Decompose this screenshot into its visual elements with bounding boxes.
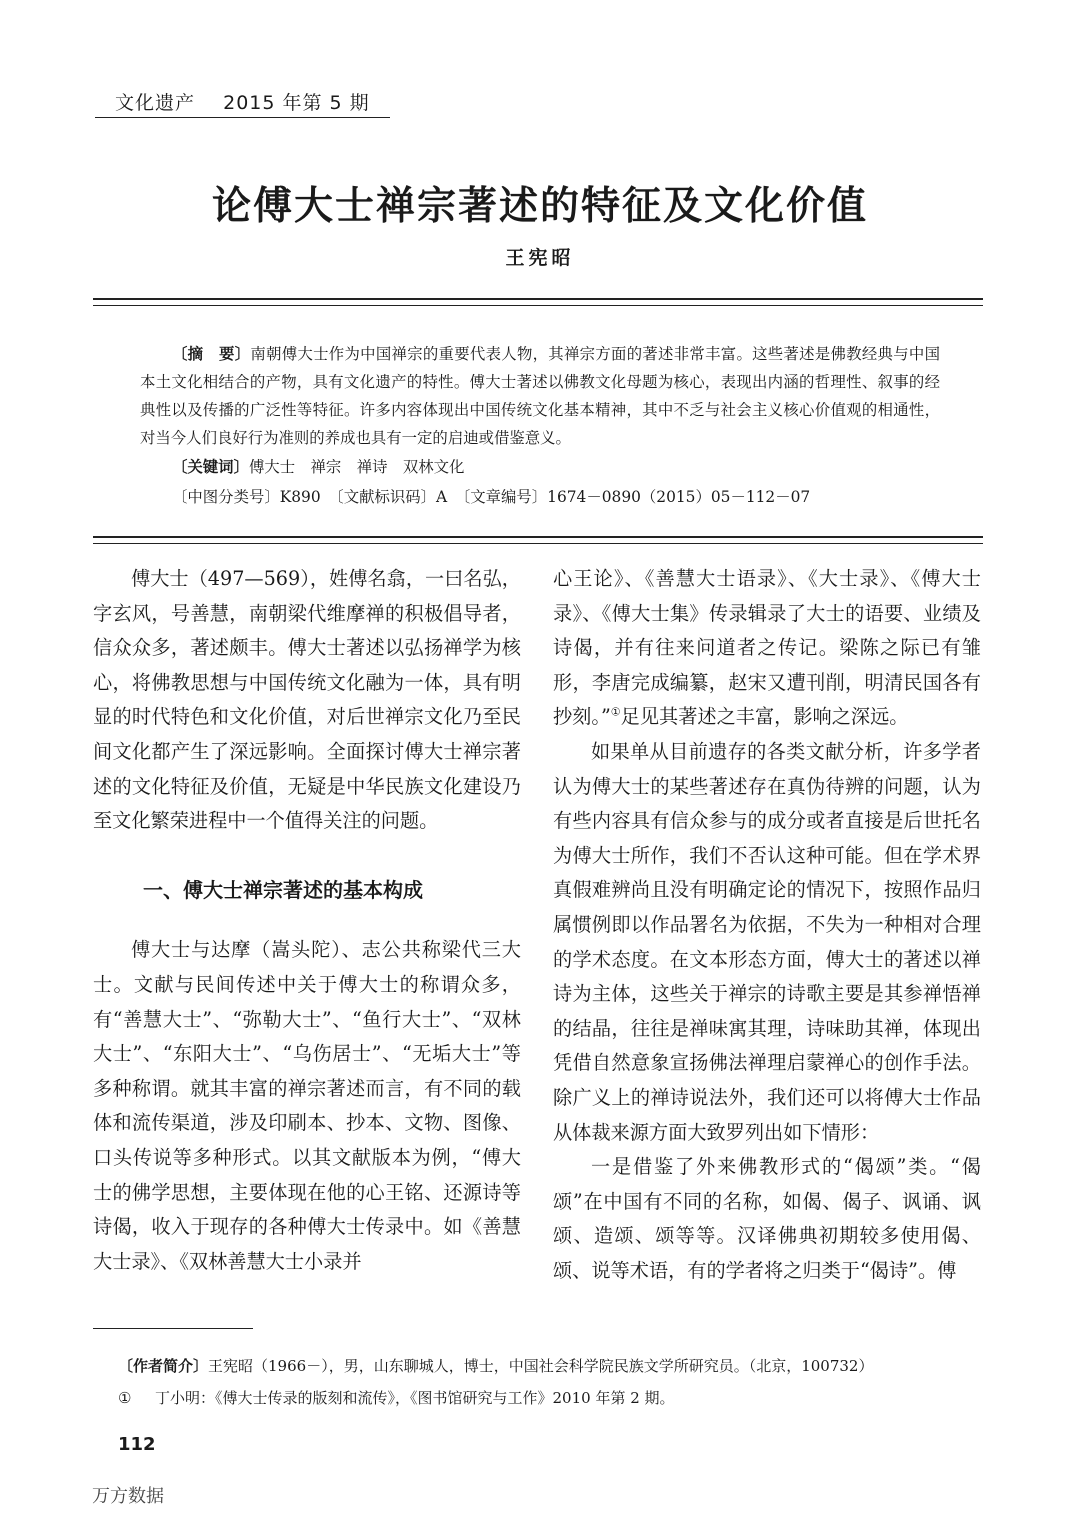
footnote-ref: ① bbox=[610, 705, 621, 719]
left-column bbox=[93, 562, 521, 1279]
abstract-label: 〔摘 要〕 bbox=[172, 345, 251, 363]
paragraph-text: 足见其著述之丰富，影响之深远。 bbox=[620, 705, 909, 729]
keywords-label: 〔关键词〕 bbox=[172, 458, 249, 476]
section-heading: 一、傅大士禅宗著述的基本构成 bbox=[143, 877, 423, 902]
body-paragraph bbox=[553, 562, 981, 735]
keywords: 傅大士 禅宗 禅诗 双林文化 bbox=[248, 458, 465, 476]
page-number: 112 bbox=[118, 1434, 156, 1455]
footnote-divider bbox=[93, 1328, 253, 1329]
abstract-text: 南朝傅大士作为中国禅宗的重要代表人物，其禅宗方面的著述非常丰富。这些著述是佛教经典与中国本土文化相结合的产物，具有文化遗产的特性。傅大士著述以佛教文化母题为核心，表现出内涵的哲理性、叙事的经典性以及传播的广泛性等特征。许多内容体现出中国传统文化基本精神，其中不乏与社会主义核心价值观的相通性，对当今人们良好行为准则的养成也具有一定的启迪或借鉴意义。 bbox=[140, 345, 940, 447]
author-note-text: 王宪昭（1966－），男，山东聊城人，博士，中国社会科学院民族文学所研究员。（北京，100732） bbox=[208, 1357, 874, 1375]
article-author: 王宪昭 bbox=[505, 247, 575, 269]
body-paragraph: 傅大士与达摩（嵩头陀）、志公共称梁代三大士。文献与民间传述中关于傅大士的称谓众多，有“善慧大士”、“弥勒大士”、“鱼行大士”、“双林大士”、“东阳大士”、“乌伤居士”、“无垢大士”等多种称谓。就其丰富的禅宗著述而言，有不同的载体和流传渠道，涉及印刷本、抄本、文物、图像、口头传说等多种形式。以其文献版本为例，“傅大士的佛学思想，主要体现在他的心王铭、还源诗等诗偈，收入于现存的各种傅大士传录中。如《善慧大士录》、《双林善慧大士小录并 bbox=[93, 938, 521, 1273]
footnote-text: 丁小明：《傅大士传录的版刻和流传》，《图书馆研究与工作》2010 年第 2 期。 bbox=[155, 1389, 675, 1407]
body-paragraph: 如果单从目前遗存的各类文献分析，许多学者认为傅大士的某些著述存在真伪待辨的问题，认为有些内容具有信众参与的成分或者直接是后世托名为傅大士所作，我们不否认这种可能。但在学术界真假难辨尚且没有明确定论的情况下，按照作品归属惯例即以作品署名为依据，不失为一种相对合理的学术态度。在文本形态方面，傅大士的著述以禅诗为主体，这些关于禅宗的诗歌主要是其参禅悟禅的结晶，往往是禅味寓其理，诗味助其禅，体现出凭借自然意象宣扬佛法禅理启蒙禅心的创作手法。除广义上的禅诗说法外，我们还可以将傅大士作品从体裁来源方面大致罗列出如下情形： bbox=[553, 739, 981, 1144]
paragraph-text: 心王论》、《善慧大士语录》、《大士录》、《傅大士录》、《傅大士集》传录辑录了大士的语要、业绩及诗偈，并有往来问道者之传记。梁陈之际已有雏形，李唐完成编纂，赵宋又遭刊削，明清民国各有抄刻。” bbox=[553, 567, 981, 729]
author-note bbox=[118, 1355, 873, 1376]
author-note-label: 〔作者简介〕 bbox=[118, 1357, 209, 1375]
classification-line: 〔中图分类号〕K890 〔文献标识码〕A 〔文章编号〕1674－0890（2015）05－112－07 bbox=[172, 488, 811, 506]
abstract-divider bbox=[93, 536, 983, 544]
article-title: 论傅大士禅宗著述的特征及文化价值 bbox=[211, 183, 868, 229]
right-column bbox=[553, 562, 981, 1288]
watermark: 万方数据 bbox=[92, 1486, 164, 1507]
footnote-marker: ① bbox=[118, 1389, 132, 1407]
keywords-line bbox=[172, 455, 464, 477]
journal-issue: 2015 年第 5 期 bbox=[223, 92, 370, 114]
top-divider bbox=[93, 298, 983, 306]
abstract bbox=[140, 340, 940, 452]
journal-header bbox=[95, 88, 390, 118]
journal-name: 文化遗产 bbox=[115, 92, 196, 114]
body-paragraph: 一是借鉴了外来佛教形式的“偈颂”类。“偈颂”在中国有不同的名称，如偈、偈子、讽诵、讽颂、造颂、颂等等。汉译佛典初期较多使用偈、颂、说等术语，有的学者将之归类于“偈诗”。傅 bbox=[553, 1155, 981, 1282]
footnote-1 bbox=[118, 1387, 675, 1408]
body-paragraph: 傅大士（497—569），姓傅名翕，一曰名弘，字玄风，号善慧，南朝梁代维摩禅的积极倡导者，信众众多，著述颇丰。傅大士著述以弘扬禅学为核心，将佛教思想与中国传统文化融为一体，具有明显的时代特色和文化价值，对后世禅宗文化乃至民间文化都产生了深远影响。全面探讨傅大士禅宗著述的文化特征及价值，无疑是中华民族文化建设乃至文化繁荣进程中一个值得关注的问题。 bbox=[93, 567, 521, 833]
